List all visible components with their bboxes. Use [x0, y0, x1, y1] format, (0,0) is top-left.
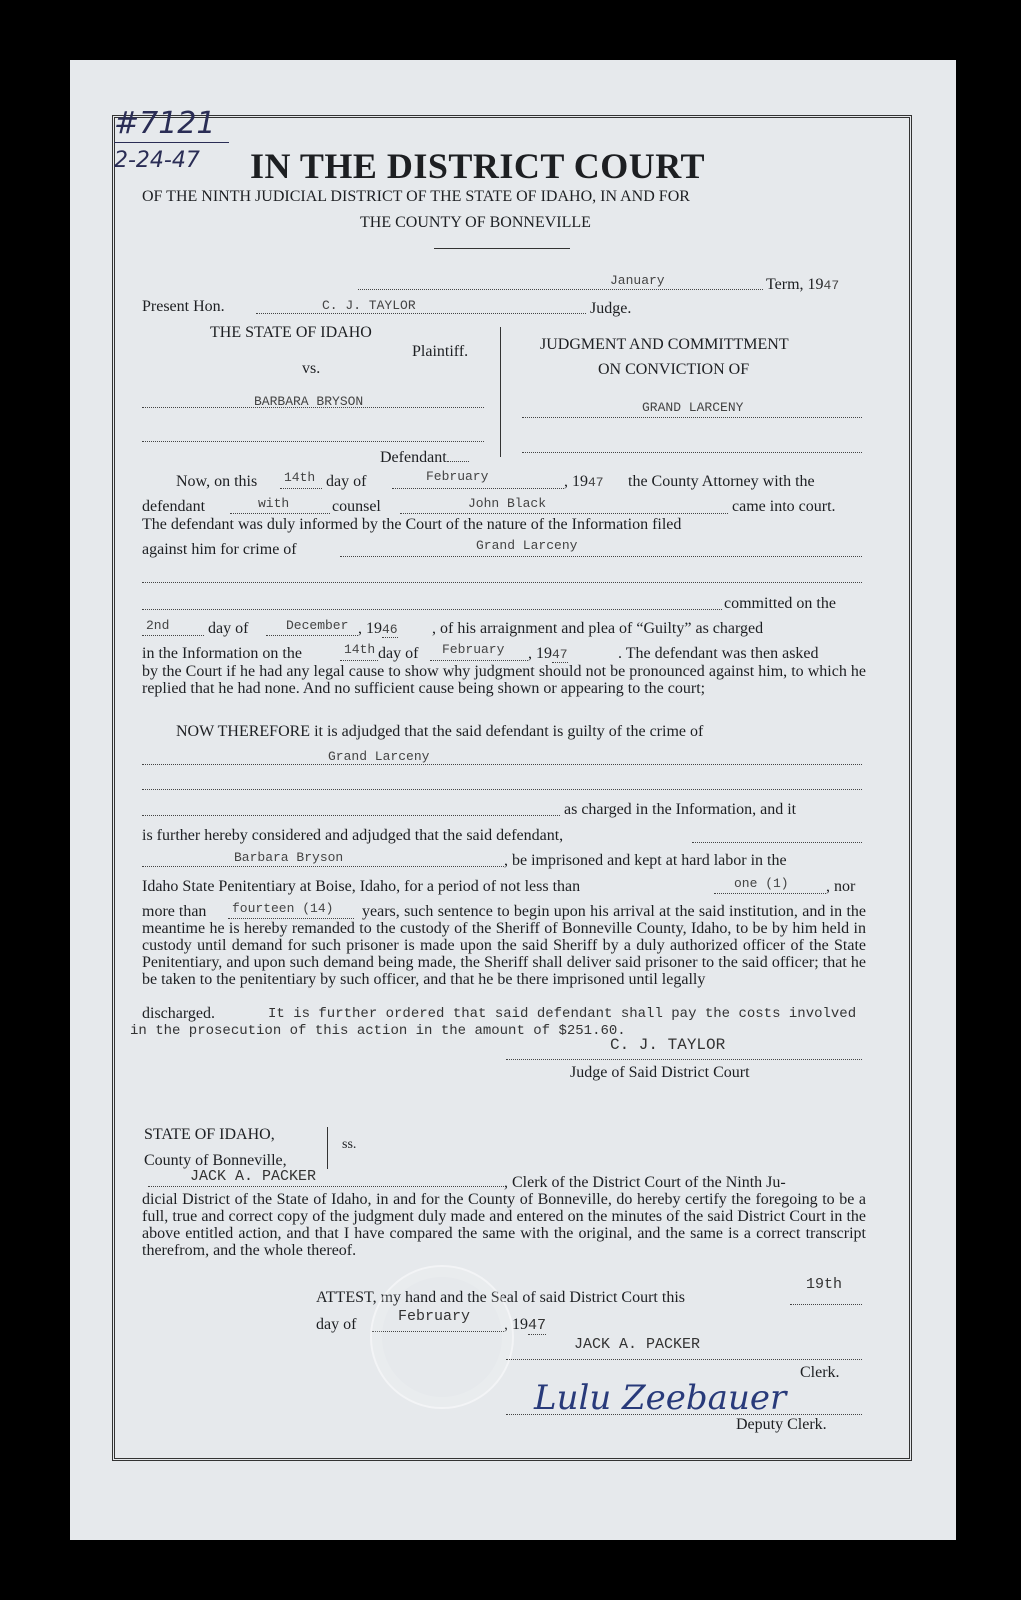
penitentiary-text: Idaho State Penitentiary at Boise, Idaho, for a period of not less than [142, 878, 581, 895]
attest-day-of: day of [316, 1316, 357, 1333]
court-subtitle-line1: OF THE NINTH JUDICIAL DISTRICT OF THE STATE OF IDAHO, IN AND FOR [142, 188, 690, 205]
imprisoned-text: , be imprisoned and kept at hard labor in the [504, 852, 787, 869]
cert-county: County of Bonneville, [144, 1152, 287, 1169]
document-border [112, 115, 912, 1461]
defendant-name-caption: BARBARA BRYSON [254, 394, 364, 409]
as-charged-text: as charged in the Information, and it [564, 801, 797, 818]
cert-clerk-of: , Clerk of the District Court of the Ninth Ju- [504, 1174, 786, 1191]
came-into-court: came into court. [732, 498, 836, 515]
judgment-day: 14th [284, 470, 316, 485]
committed-day: 2nd [146, 618, 170, 633]
presiding-judge-name: C. J. TAYLOR [322, 298, 416, 313]
judge-suffix: Judge. [590, 300, 632, 317]
caption-brace [500, 327, 501, 457]
cert-clerk-name: JACK A. PACKER [190, 1168, 317, 1185]
date-note: 2-24-47 [114, 148, 200, 173]
defendant-word: defendant [142, 498, 206, 515]
counsel-name: John Black [468, 496, 547, 511]
committed-year: , 1946 [358, 620, 398, 637]
court-subtitle-line2: THE COUNTY OF BONNEVILLE [360, 214, 591, 231]
judgment-year: , 1947 [564, 473, 604, 490]
cert-ss: ss. [342, 1137, 357, 1152]
caption-crime: GRAND LARCENY [642, 400, 744, 415]
attest-year: , 1947 [504, 1316, 547, 1334]
court-title: IN THE DISTRICT COURT [250, 146, 706, 186]
counsel-label: counsel [332, 498, 381, 515]
arraignment-text: , of his arraignment and plea of “Guilty” as charged [432, 620, 764, 637]
term-year: 47 [823, 278, 840, 293]
committed-month: December [286, 618, 349, 633]
then-asked-text: . The defendant was then asked [618, 645, 819, 662]
minimum-term: one (1) [734, 876, 789, 891]
court-document [70, 60, 956, 1540]
attest-day: 19th [806, 1276, 843, 1293]
information-crime: Grand Larceny [476, 538, 578, 553]
judgment-title-line1: JUDGMENT AND COMMITTMENT [540, 336, 789, 353]
attest-month: February [398, 1308, 471, 1325]
court-seal-embossing [370, 1265, 514, 1409]
case-number-note: #7121 [114, 106, 216, 141]
term-label: Term, 1947 [766, 276, 840, 293]
judgment-month: February [426, 469, 489, 484]
day-of-label-2: day of [208, 620, 249, 637]
further-considered-text: is further hereby considered and adjudged that the said defendant, [142, 827, 564, 844]
maximum-term: fourteen (14) [232, 901, 334, 916]
info-month: February [442, 642, 505, 657]
informed-text: The defendant was duly informed by the Court of the nature of the Information filed [142, 516, 682, 533]
costs-order-line1: It is further ordered that said defendant shall pay the costs involved [268, 1006, 857, 1022]
judge-signature-label: Judge of Said District Court [570, 1064, 750, 1081]
with-value: with [258, 496, 290, 511]
day-of-label-3: day of [378, 645, 419, 662]
against-him-text: against him for crime of [142, 541, 297, 558]
sentence-paragraph: years, such sentence to begin upon his arrival at the said institution, and in the meantime he is hereby remanded to the custody of the Sheriff of Bonneville County, Idaho, to be by him held in custody until demand for such prisoner is made upon the said Sheriff by a duly authorized officer of the State Penitentiary, and upon such demand being made, the Sheriff shall deliver said prisoner to the said officer; that he be taken to the penitentiary by such officer, and that he be there imprisoned until legally [142, 903, 866, 988]
info-day: 14th [344, 642, 376, 657]
plaintiff-name: THE STATE OF IDAHO [210, 324, 372, 341]
judgment-title-line2: ON CONVICTION OF [598, 361, 750, 378]
judge-typed-name: C. J. TAYLOR [610, 1036, 726, 1054]
note-underline [114, 142, 229, 143]
day-of-label: day of [326, 473, 367, 490]
now-therefore-text: NOW THEREFORE it is adjudged that the said defendant is guilty of the crime of [176, 723, 704, 740]
cert-state: STATE OF IDAHO, [144, 1126, 275, 1143]
deputy-clerk-label: Deputy Clerk. [736, 1416, 827, 1433]
term-month: January [610, 273, 665, 288]
cert-paragraph: dicial District of the State of Idaho, in and for the County of Bonneville, do hereby certify the foregoing to be a full, true and correct copy of the judgment duly made and entered on the minutes of the said District Court in the above entitled action, and that I have compared the same with the original, and the same is a correct transcript therefrom, and the whole thereof. [142, 1191, 866, 1259]
clerk-label: Clerk. [800, 1364, 840, 1381]
deputy-clerk-signature: Lulu Zeebauer [534, 1378, 787, 1418]
attest-text: ATTEST, my hand and the Seal of said District Court this [316, 1289, 685, 1306]
now-on-this: Now, on this [176, 473, 258, 490]
present-hon-label: Present Hon. [142, 298, 225, 315]
info-on-the-text: in the Information on the [142, 645, 302, 662]
ss-brace [327, 1127, 328, 1169]
guilty-crime: Grand Larceny [328, 749, 430, 764]
sentenced-defendant-name: Barbara Bryson [234, 850, 344, 865]
defendant-label: Defendant [380, 447, 469, 467]
info-year: , 1947 [528, 645, 568, 662]
header-rule [434, 248, 570, 249]
plaintiff-label: Plaintiff. [412, 343, 469, 360]
committed-on-text: committed on the [724, 595, 836, 612]
nor-text: , nor [826, 878, 856, 895]
county-attorney-text: the County Attorney with the [628, 473, 815, 490]
attest-clerk-name: JACK A. PACKER [574, 1336, 701, 1353]
costs-order-line2: in the prosecution of this action in the amount of $251.60. [130, 1023, 626, 1039]
discharged-text: discharged. [142, 1005, 216, 1022]
versus: vs. [302, 360, 321, 377]
more-than-text: more than [142, 903, 207, 920]
legal-cause-paragraph: by the Court if he had any legal cause to show why judgment should not be pronounced against him, to which he replied that he had none. And no sufficient cause being shown or appearing to the court; [142, 663, 866, 697]
